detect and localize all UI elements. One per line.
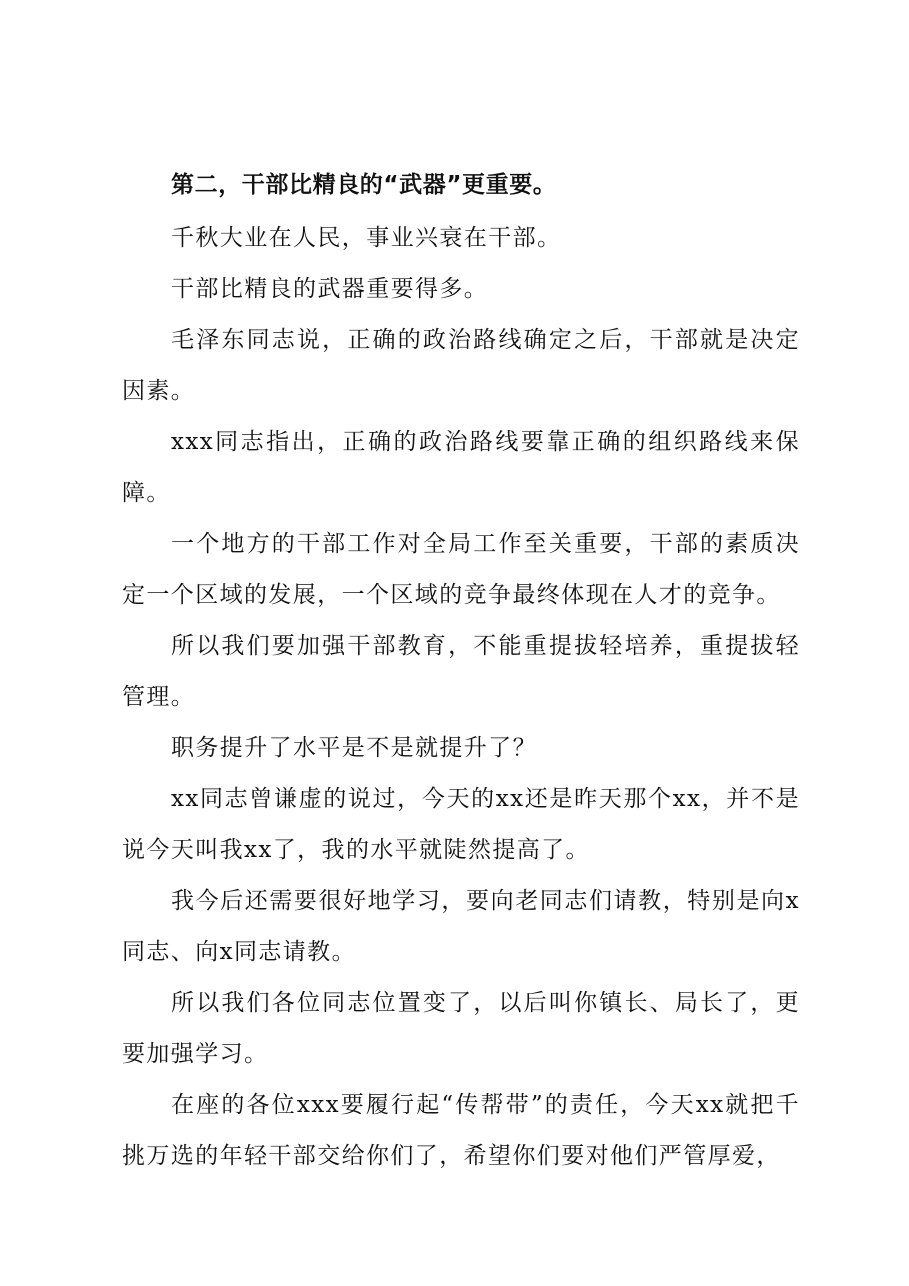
paragraph: 在座的各位xxx要履行起“传帮带”的责任，今天xx就把千挑万选的年轻干部交给你们了，希望你们要对他们严管厚爱， xyxy=(122,1092,800,1169)
paragraph: 职务提升了水平是不是就提升了？ xyxy=(171,735,537,761)
document-body xyxy=(122,160,800,1182)
paragraph: xx同志曾谦虚的说过，今天的xx还是昨天那个xx，并不是说今天叫我xx了，我的水平就陡然提高了。 xyxy=(122,786,800,863)
paragraph: 千秋大业在人民，事业兴衰在干部。 xyxy=(171,225,562,251)
paragraph: xxx同志指出，正确的政治路线要靠正确的组织路线来保障。 xyxy=(122,429,800,506)
section-heading: 第二，干部比精良的“武器”更重要。 xyxy=(171,172,557,198)
paragraph: 所以我们各位同志位置变了，以后叫你镇长、局长了，更要加强学习。 xyxy=(122,990,800,1067)
paragraph: 所以我们要加强干部教育，不能重提拔轻培养，重提拔轻管理。 xyxy=(122,633,800,710)
paragraph: 干部比精良的武器重要得多。 xyxy=(171,276,489,302)
paragraph: 我今后还需要很好地学习，要向老同志们请教，特别是向x同志、向x同志请教。 xyxy=(122,888,800,965)
paragraph: 毛泽东同志说，正确的政治路线确定之后，干部就是决定因素。 xyxy=(122,327,800,404)
paragraph: 一个地方的干部工作对全局工作至关重要，干部的素质决定一个区域的发展，一个区域的竞争最终体现在人才的竞争。 xyxy=(122,531,800,608)
